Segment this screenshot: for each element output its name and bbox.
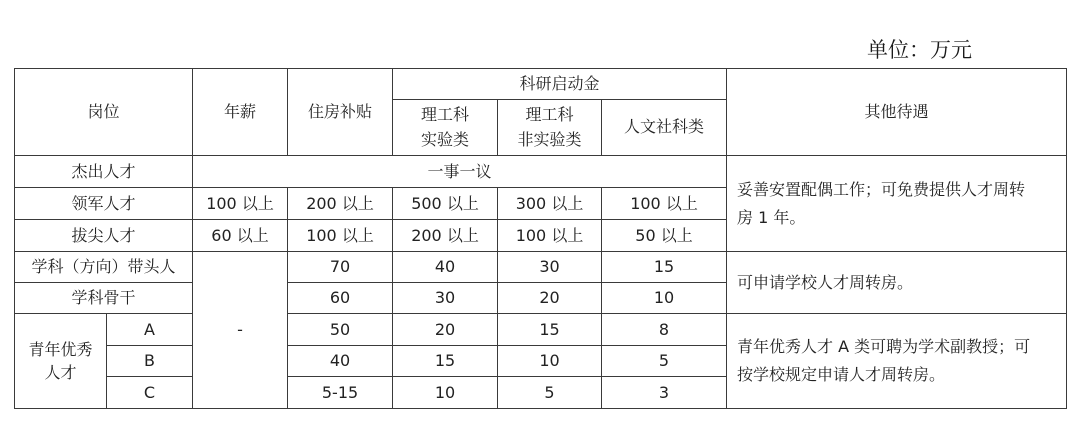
humanities-cell: 15 bbox=[602, 252, 727, 283]
humanities-cell: 8 bbox=[602, 314, 727, 346]
humanities-cell: 3 bbox=[602, 377, 727, 409]
header-sci-nonexperimental-line1: 理工科 bbox=[525, 104, 574, 124]
sci-nonexperimental-cell: 5 bbox=[498, 377, 602, 409]
youth-talent-label-line2: 人才 bbox=[44, 363, 77, 382]
other-benefits-group3 bbox=[727, 314, 1067, 409]
salary-cell: 60 以上 bbox=[193, 220, 288, 252]
housing-cell: 40 bbox=[288, 346, 393, 377]
housing-cell: 50 bbox=[288, 314, 393, 346]
position-cell: 拔尖人才 bbox=[15, 220, 193, 252]
header-sci-experimental-line1: 理工科 bbox=[421, 104, 470, 124]
housing-cell: 5-15 bbox=[288, 377, 393, 409]
position-cell: 学科骨干 bbox=[15, 283, 193, 314]
youth-tier-cell: A bbox=[107, 314, 193, 346]
sci-experimental-cell: 20 bbox=[393, 314, 498, 346]
humanities-cell: 10 bbox=[602, 283, 727, 314]
salary-dash-cell: - bbox=[193, 252, 288, 409]
header-startup-fund: 科研启动金 bbox=[393, 69, 727, 100]
humanities-cell: 50 以上 bbox=[602, 220, 727, 252]
position-cell: 领军人才 bbox=[15, 188, 193, 220]
header-sci-experimental-line2: 实验类 bbox=[421, 129, 470, 149]
youth-talent-label bbox=[15, 314, 107, 409]
housing-cell: 200 以上 bbox=[288, 188, 393, 220]
merged-case-by-case-cell: 一事一议 bbox=[193, 156, 727, 188]
header-sci-nonexperimental bbox=[498, 100, 602, 156]
housing-cell: 70 bbox=[288, 252, 393, 283]
sci-experimental-cell: 500 以上 bbox=[393, 188, 498, 220]
housing-cell: 100 以上 bbox=[288, 220, 393, 252]
housing-cell: 60 bbox=[288, 283, 393, 314]
position-cell: 学科（方向）带头人 bbox=[15, 252, 193, 283]
header-sci-nonexperimental-line2: 非实验类 bbox=[517, 129, 582, 149]
sci-nonexperimental-cell: 300 以上 bbox=[498, 188, 602, 220]
unit-label: 单位：万元 bbox=[867, 38, 972, 62]
header-salary: 年薪 bbox=[193, 69, 288, 156]
sci-nonexperimental-cell: 100 以上 bbox=[498, 220, 602, 252]
other-benefits-group1-line1: 妥善安置配偶工作；可免费提供人才周转 bbox=[737, 179, 1026, 199]
table-row bbox=[15, 314, 1067, 346]
other-benefits-group1-line2: 房 1 年。 bbox=[737, 207, 806, 227]
header-position: 岗位 bbox=[15, 69, 193, 156]
table-row bbox=[15, 156, 1067, 188]
sci-experimental-cell: 30 bbox=[393, 283, 498, 314]
humanities-cell: 100 以上 bbox=[602, 188, 727, 220]
sci-experimental-cell: 15 bbox=[393, 346, 498, 377]
header-sci-experimental bbox=[393, 100, 498, 156]
header-humanities: 人文社科类 bbox=[602, 100, 727, 156]
sci-experimental-cell: 200 以上 bbox=[393, 220, 498, 252]
talent-benefits-table bbox=[14, 68, 1067, 409]
other-benefits-group1 bbox=[727, 156, 1067, 252]
header-other-benefits: 其他待遇 bbox=[727, 69, 1067, 156]
sci-experimental-cell: 40 bbox=[393, 252, 498, 283]
youth-tier-cell: C bbox=[107, 377, 193, 409]
humanities-cell: 5 bbox=[602, 346, 727, 377]
other-benefits-group3-line1: 青年优秀人才 A 类可聘为学术副教授；可 bbox=[737, 337, 1031, 356]
header-housing: 住房补贴 bbox=[288, 69, 393, 156]
sci-nonexperimental-cell: 15 bbox=[498, 314, 602, 346]
youth-talent-label-line1: 青年优秀 bbox=[28, 339, 93, 359]
youth-tier-cell: B bbox=[107, 346, 193, 377]
sci-nonexperimental-cell: 30 bbox=[498, 252, 602, 283]
sci-experimental-cell: 10 bbox=[393, 377, 498, 409]
table-row bbox=[15, 252, 1067, 283]
sci-nonexperimental-cell: 10 bbox=[498, 346, 602, 377]
other-benefits-group2: 可申请学校人才周转房。 bbox=[727, 252, 1067, 314]
sci-nonexperimental-cell: 20 bbox=[498, 283, 602, 314]
position-cell: 杰出人才 bbox=[15, 156, 193, 188]
salary-cell: 100 以上 bbox=[193, 188, 288, 220]
other-benefits-group3-line2: 按学校规定申请人才周转房。 bbox=[737, 365, 946, 384]
